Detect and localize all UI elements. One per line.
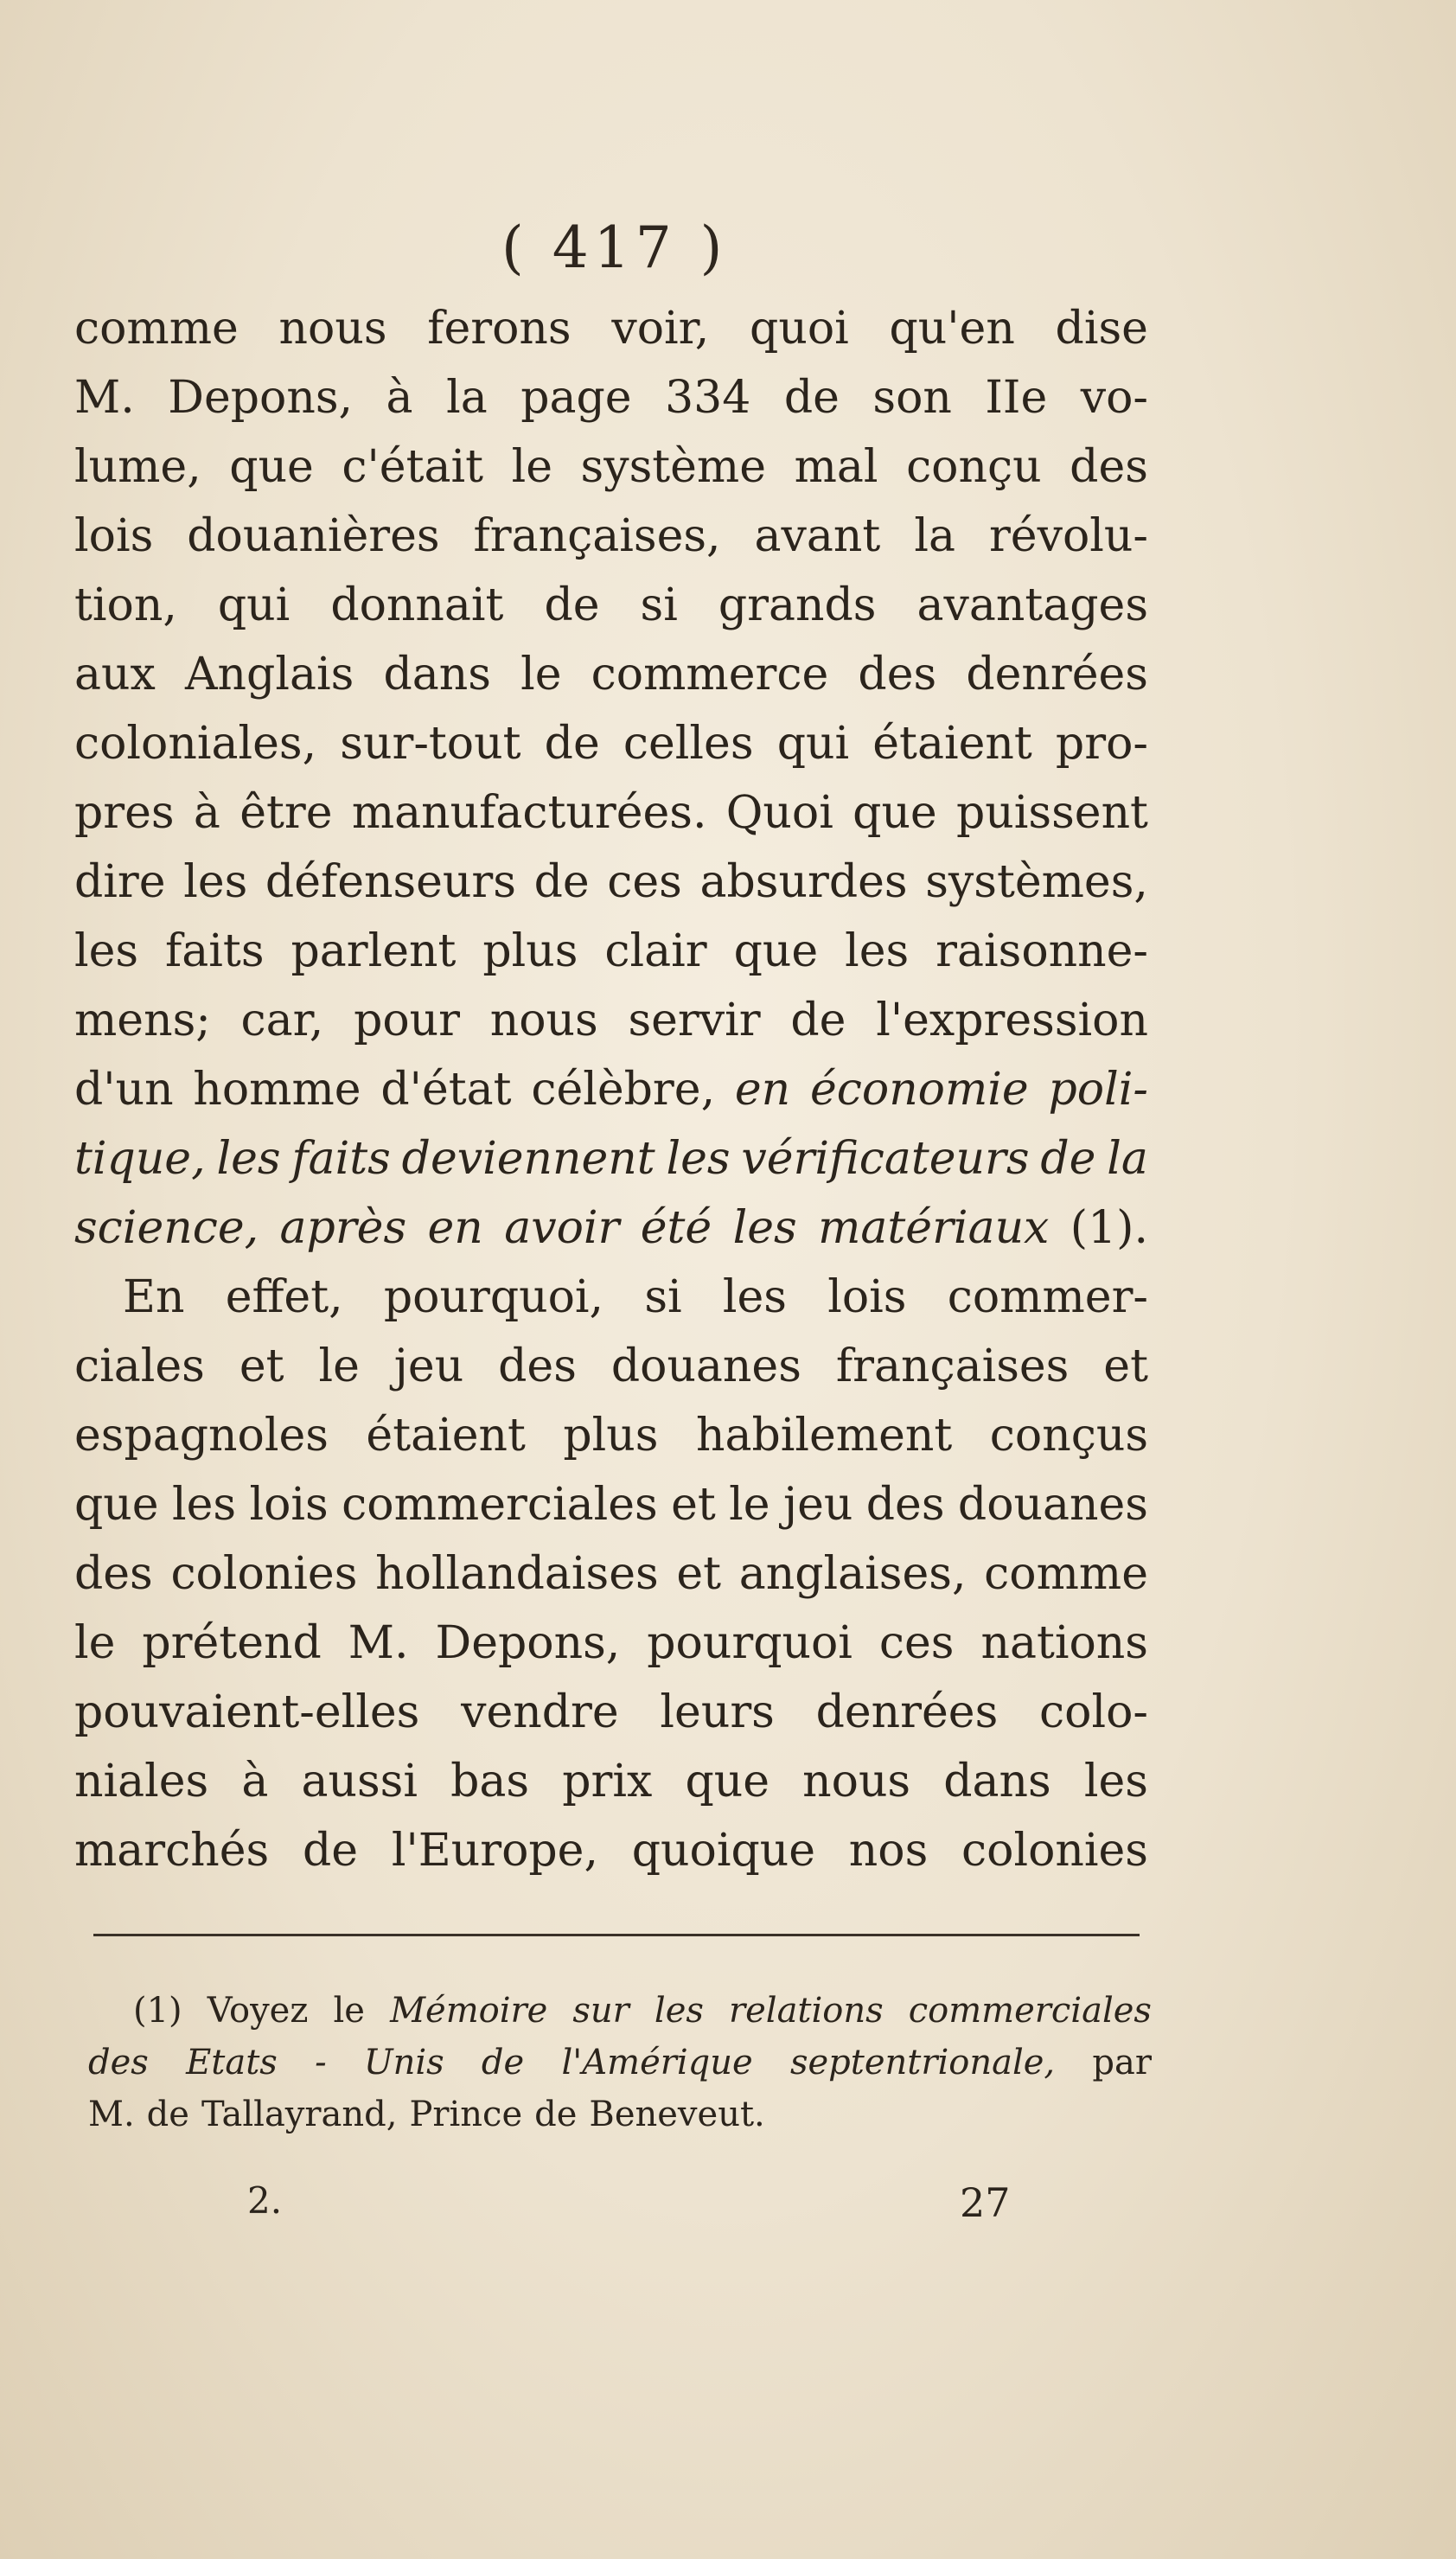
word: (1). bbox=[1070, 1202, 1148, 1254]
word: lois bbox=[74, 510, 154, 562]
word: les bbox=[171, 1479, 237, 1531]
word: dise bbox=[1055, 303, 1148, 355]
word: effet, bbox=[225, 1271, 343, 1323]
text-line bbox=[74, 1816, 1148, 1885]
text-line bbox=[74, 778, 1148, 848]
word: mal bbox=[794, 441, 878, 493]
word: et bbox=[239, 1340, 284, 1392]
word: douanières bbox=[187, 510, 440, 562]
word: science, bbox=[74, 1202, 259, 1254]
word: colonies bbox=[961, 1825, 1148, 1877]
word: commerciales bbox=[342, 1479, 658, 1531]
word: IIe bbox=[985, 372, 1048, 424]
text-line bbox=[74, 294, 1148, 363]
word: nous bbox=[278, 303, 387, 355]
word: nous bbox=[489, 995, 598, 1046]
word: françaises, bbox=[473, 510, 721, 562]
word: aussi bbox=[301, 1756, 418, 1807]
word: comme bbox=[984, 1548, 1148, 1600]
word: sur-tout bbox=[340, 718, 521, 770]
word: le bbox=[729, 1479, 770, 1531]
word: de bbox=[146, 2095, 189, 2134]
word: en bbox=[427, 1202, 483, 1254]
word: dans bbox=[943, 1756, 1051, 1807]
word: (1) bbox=[133, 1991, 182, 2031]
word: colo- bbox=[1039, 1686, 1148, 1738]
word: l'expression bbox=[876, 995, 1148, 1046]
word: lois bbox=[827, 1271, 907, 1323]
word: les bbox=[1083, 1756, 1148, 1807]
text-line bbox=[74, 640, 1148, 709]
word: d'un bbox=[74, 1064, 174, 1116]
word: M. bbox=[88, 2095, 135, 2134]
word: de bbox=[544, 718, 600, 770]
word: que bbox=[229, 441, 314, 493]
word: conçus bbox=[989, 1410, 1148, 1462]
word: M. bbox=[348, 1617, 409, 1669]
word: et bbox=[671, 1479, 716, 1531]
word: quoi bbox=[750, 303, 849, 355]
word: la bbox=[1107, 1133, 1148, 1185]
word: qui bbox=[776, 718, 850, 770]
word: manufacturées. bbox=[351, 787, 707, 839]
word: Beneveut. bbox=[589, 2095, 765, 2134]
word: été bbox=[640, 1202, 712, 1254]
signature-mark: 2. bbox=[247, 2179, 283, 2222]
word: à bbox=[193, 787, 220, 839]
word: faits bbox=[165, 925, 265, 977]
word: servir bbox=[628, 995, 761, 1046]
word: commerciales bbox=[908, 1991, 1152, 2031]
word: de bbox=[790, 995, 846, 1046]
word: les bbox=[654, 1991, 704, 2031]
word: prix bbox=[562, 1756, 653, 1807]
word: des bbox=[88, 2043, 149, 2082]
word: coloniales, bbox=[74, 718, 317, 770]
text-line bbox=[74, 1193, 1148, 1263]
word: hollandaises bbox=[375, 1548, 659, 1600]
word: son bbox=[872, 372, 952, 424]
word: - bbox=[315, 2043, 327, 2082]
word: mens; bbox=[74, 995, 211, 1046]
word: si bbox=[640, 579, 678, 631]
word: le bbox=[520, 649, 562, 701]
word: économie bbox=[809, 1064, 1029, 1116]
word: la bbox=[914, 510, 955, 562]
word: absurdes bbox=[699, 856, 908, 908]
text-line bbox=[74, 1124, 1148, 1193]
word: espagnoles bbox=[74, 1410, 329, 1462]
word: Tallayrand, bbox=[201, 2095, 398, 2134]
word: que bbox=[733, 925, 819, 977]
word: les bbox=[183, 856, 248, 908]
word: jeu bbox=[393, 1340, 464, 1392]
word: donnait bbox=[330, 579, 504, 631]
word: avoir bbox=[504, 1202, 620, 1254]
word: septentrionale, bbox=[789, 2043, 1056, 2082]
text-line bbox=[74, 1055, 1148, 1124]
body-text bbox=[74, 294, 1148, 1885]
word: étaient bbox=[872, 718, 1032, 770]
word: aux bbox=[74, 649, 156, 701]
word: prétend bbox=[142, 1617, 322, 1669]
word: nous bbox=[802, 1756, 911, 1807]
word: Depons, bbox=[435, 1617, 621, 1669]
word: et bbox=[676, 1548, 722, 1600]
word: le bbox=[74, 1617, 116, 1669]
word: de bbox=[1040, 1133, 1096, 1185]
word: colonies bbox=[170, 1548, 358, 1600]
word: page bbox=[520, 372, 632, 424]
word: ces bbox=[878, 1617, 955, 1669]
word: tique, bbox=[74, 1133, 206, 1185]
word: l'Amérique bbox=[561, 2043, 753, 2082]
word: vendre bbox=[461, 1686, 619, 1738]
text-line bbox=[74, 1401, 1148, 1470]
word: de bbox=[533, 856, 590, 908]
word: 334 bbox=[665, 372, 751, 424]
word: de bbox=[303, 1825, 359, 1877]
word: deviennent bbox=[401, 1133, 655, 1185]
word: habilement bbox=[695, 1410, 953, 1462]
word: le bbox=[511, 441, 552, 493]
word: Unis bbox=[363, 2043, 444, 2082]
word: leurs bbox=[660, 1686, 775, 1738]
word: relations bbox=[729, 1991, 884, 2031]
text-line bbox=[74, 1747, 1148, 1816]
word: des bbox=[74, 1548, 153, 1600]
word: les bbox=[722, 1271, 787, 1323]
word: avant bbox=[754, 510, 881, 562]
word: douanes bbox=[957, 1479, 1148, 1531]
word: que bbox=[853, 787, 937, 839]
word: de bbox=[481, 2043, 525, 2082]
text-line bbox=[74, 848, 1148, 917]
word: voir, bbox=[611, 303, 710, 355]
word: car, bbox=[240, 995, 324, 1046]
word: plus bbox=[482, 925, 578, 977]
word: le bbox=[333, 1991, 365, 2031]
word: que bbox=[685, 1756, 770, 1807]
word: M. bbox=[74, 372, 135, 424]
word: En bbox=[123, 1271, 185, 1323]
word: parlent bbox=[291, 925, 457, 977]
word: Mémoire bbox=[390, 1991, 548, 2031]
word: si bbox=[644, 1271, 682, 1323]
word: pouvaient-elles bbox=[74, 1686, 420, 1738]
word: lois bbox=[249, 1479, 329, 1531]
word: nations bbox=[980, 1617, 1148, 1669]
word: Prince bbox=[409, 2095, 523, 2134]
word: raisonne- bbox=[936, 925, 1148, 977]
word: à bbox=[241, 1756, 269, 1807]
text-line bbox=[74, 1609, 1148, 1678]
text-line bbox=[74, 571, 1148, 640]
word: qui bbox=[217, 579, 291, 631]
footnote-rule bbox=[93, 1934, 1140, 1936]
word: de bbox=[534, 2095, 578, 2134]
word: à bbox=[386, 372, 413, 424]
word: douanes bbox=[610, 1340, 801, 1392]
word: des bbox=[1070, 441, 1148, 493]
word: des bbox=[498, 1340, 577, 1392]
word: défenseurs bbox=[265, 856, 516, 908]
word: par bbox=[1092, 2043, 1152, 2082]
text-line bbox=[74, 1470, 1148, 1539]
word: les bbox=[666, 1133, 731, 1185]
word: ciales bbox=[74, 1340, 205, 1392]
footnote-line bbox=[88, 1986, 1152, 2038]
word: commer- bbox=[947, 1271, 1148, 1323]
text-line bbox=[74, 709, 1148, 778]
word: les bbox=[216, 1133, 281, 1185]
word: qu'en bbox=[889, 303, 1015, 355]
word: révolu- bbox=[988, 510, 1148, 562]
text-line bbox=[74, 1263, 1148, 1332]
word: l'Europe, bbox=[391, 1825, 598, 1877]
word: les bbox=[845, 925, 910, 977]
text-line bbox=[74, 986, 1148, 1055]
word: la bbox=[446, 372, 488, 424]
word: quoique bbox=[631, 1825, 816, 1877]
word: grands bbox=[718, 579, 877, 631]
word: être bbox=[239, 787, 333, 839]
word: marchés bbox=[74, 1825, 270, 1877]
text-line bbox=[74, 1539, 1148, 1609]
word: pourquoi bbox=[647, 1617, 853, 1669]
text-line bbox=[74, 1678, 1148, 1747]
word: nos bbox=[848, 1825, 929, 1877]
word: tion, bbox=[74, 579, 177, 631]
word: faits bbox=[291, 1133, 391, 1185]
word: jeu bbox=[782, 1479, 853, 1531]
word: pres bbox=[74, 787, 175, 839]
word: ces bbox=[607, 856, 682, 908]
word: bas bbox=[450, 1756, 530, 1807]
word: pro- bbox=[1055, 718, 1148, 770]
word: les bbox=[732, 1202, 797, 1254]
word: le bbox=[318, 1340, 360, 1392]
word: d'état bbox=[380, 1064, 512, 1116]
word: Etats bbox=[186, 2043, 278, 2082]
word: niales bbox=[74, 1756, 209, 1807]
text-line bbox=[74, 432, 1148, 502]
word: conçu bbox=[906, 441, 1042, 493]
text-line bbox=[74, 917, 1148, 986]
word: lume, bbox=[74, 441, 201, 493]
text-line bbox=[74, 1332, 1148, 1401]
word: homme bbox=[193, 1064, 361, 1116]
word: anglaises, bbox=[738, 1548, 967, 1600]
word: comme bbox=[74, 303, 239, 355]
word: après bbox=[279, 1202, 407, 1254]
word: des bbox=[858, 649, 937, 701]
word: denrées bbox=[966, 649, 1148, 701]
word: en bbox=[734, 1064, 791, 1116]
word: de bbox=[544, 579, 600, 631]
word: celles bbox=[623, 718, 754, 770]
word: Quoi bbox=[725, 787, 833, 839]
word: dans bbox=[383, 649, 491, 701]
word: pour bbox=[354, 995, 461, 1046]
word: ferons bbox=[427, 303, 572, 355]
word: et bbox=[1103, 1340, 1148, 1392]
word: sur bbox=[572, 1991, 629, 2031]
word: célèbre, bbox=[531, 1064, 716, 1116]
word: commerce bbox=[591, 649, 829, 701]
word: françaises bbox=[835, 1340, 1070, 1392]
footnote-line bbox=[88, 2038, 1152, 2089]
word: que bbox=[74, 1479, 159, 1531]
footnote-line bbox=[88, 2089, 1152, 2141]
word: pourquoi, bbox=[383, 1271, 604, 1323]
word: dire bbox=[74, 856, 166, 908]
word: systèmes, bbox=[925, 856, 1148, 908]
word: avantages bbox=[916, 579, 1148, 631]
page-number: ( 417 ) bbox=[501, 214, 728, 281]
word: de bbox=[783, 372, 840, 424]
text-line bbox=[74, 363, 1148, 432]
word: étaient bbox=[366, 1410, 526, 1462]
word: poli- bbox=[1048, 1064, 1148, 1116]
word: les bbox=[74, 925, 139, 977]
word: puissent bbox=[956, 787, 1148, 839]
word: Anglais bbox=[185, 649, 354, 701]
word: Depons, bbox=[168, 372, 354, 424]
word: vérificateurs bbox=[741, 1133, 1030, 1185]
word: denrées bbox=[815, 1686, 999, 1738]
word: c'était bbox=[342, 441, 484, 493]
word: matériaux bbox=[818, 1202, 1050, 1254]
text-line bbox=[74, 502, 1148, 571]
gathering-number: 27 bbox=[960, 2179, 1011, 2226]
word: des bbox=[865, 1479, 945, 1531]
word: système bbox=[580, 441, 767, 493]
word: vo- bbox=[1080, 372, 1148, 424]
word: clair bbox=[604, 925, 707, 977]
word: Voyez bbox=[207, 1991, 309, 2031]
footnote bbox=[88, 1986, 1152, 2141]
word: plus bbox=[563, 1410, 659, 1462]
